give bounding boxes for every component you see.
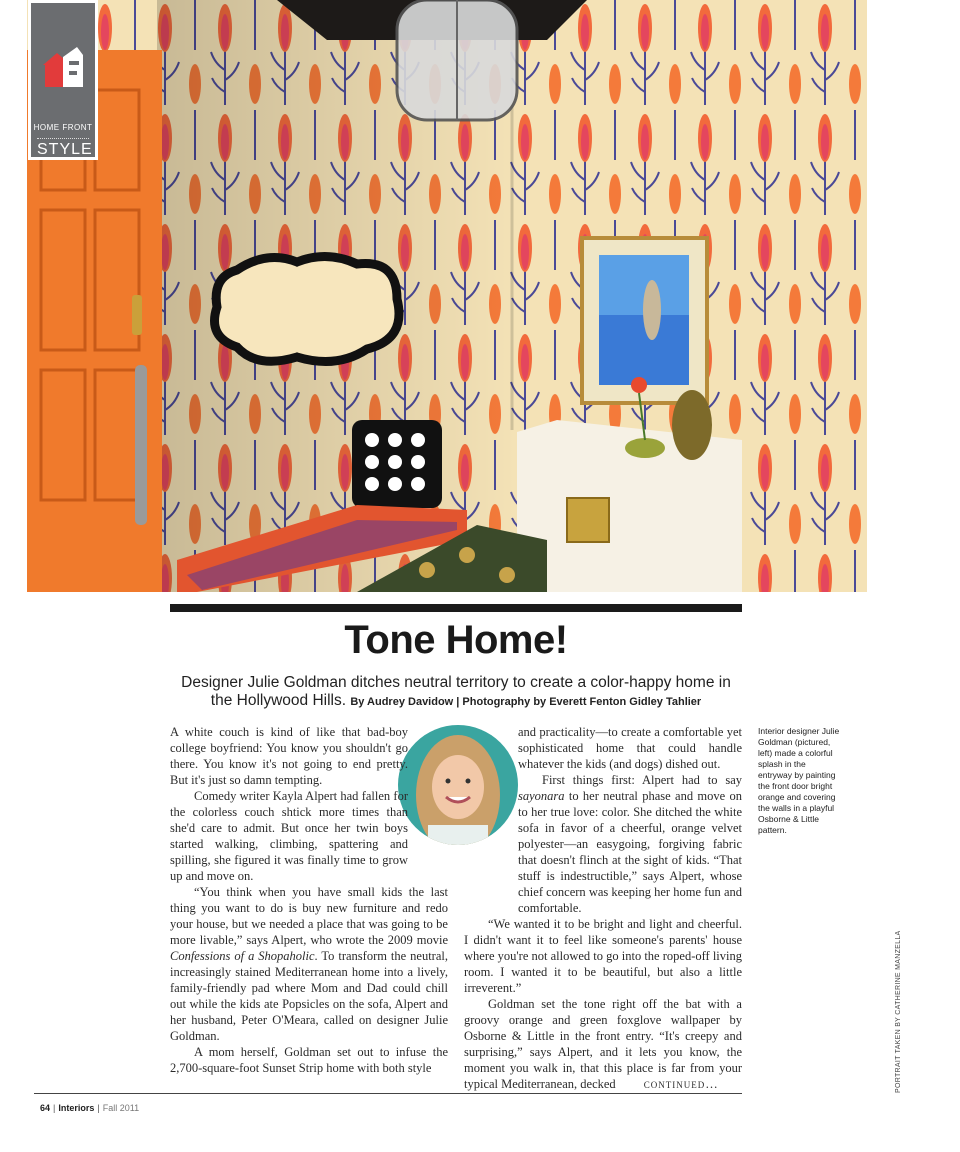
entryway-illustration	[27, 0, 867, 592]
badge-label-small: HOME FRONT	[33, 123, 93, 132]
photo-credit: PORTRAIT TAKEN BY CATHERINE MANZELLA	[895, 930, 902, 1093]
hero-photo	[27, 0, 867, 592]
byline: By Audrey Davidow | Photography by Everett Fenton Gidley Tahlier	[350, 696, 702, 708]
continued-label: continued…	[643, 1077, 719, 1091]
article-column-2	[464, 724, 742, 1092]
section-badge	[28, 0, 98, 160]
paragraph: and practicality—to create a comfortable yet sophisticated home that could handle whatever the kids (and dogs) dished out.	[518, 725, 742, 771]
dek-text: Designer Julie Goldman ditches neutral territory to create a color-happy home in the Hollywood Hills.	[181, 674, 731, 709]
badge-label-big: STYLE	[37, 138, 89, 159]
page-footer: 64 | Interiors | Fall 2011	[40, 1103, 140, 1113]
footer-rule	[34, 1093, 742, 1094]
paragraph: Comedy writer Kayla Alpert had fallen for the colorless couch shtick more times than she'd care to admit. But once her twin boys started walking, climbing, spattering and spilling, she figured it was finally time to grow up and move on.	[170, 789, 408, 883]
paragraph: First things first: Alpert had to say sayonara to her neutral phase and move on to her true love: color. She ditched the white sofa in favor of a cheerful, orange velvet polyester—an easygoing, forgiving fabric that doesn't flinch at the sight of kids. “That stuff is indestructible,” says Alpert, whose chief concern was keeping her home fun and comfortable.	[518, 773, 742, 915]
photo-caption: Interior designer Julie Goldman (pictured, left) made a colorful splash in the entryway by painting the front door bright orange and covering the walls in a playful Osborne & Little pattern.	[758, 726, 840, 835]
page-number: 64	[40, 1103, 51, 1113]
paragraph: “We wanted it to be bright and light and cheerful. I didn't want it to feel like someone's parents' house where you're not allowed to go into the roped-off living room. I wanted it to be beautiful, but also a little irreverent.”	[464, 917, 742, 995]
paragraph: A mom herself, Goldman set out to infuse the 2,700-square-foot Sunset Strip home with both style	[170, 1045, 448, 1075]
dek	[170, 674, 742, 711]
issue-date: Fall 2011	[102, 1103, 140, 1113]
headline-rule	[170, 604, 742, 612]
article-column-1	[170, 724, 448, 1076]
house-logo-icon	[43, 47, 83, 91]
paragraph: “You think when you have small kids the last thing you want to do is buy new furniture and redo your house, but we needed a place that was going to be more livable,” says Alpert, who wrote the 2009 movie Confessions of a Shopaholic. To transform the neutral, increasingly stained Mediterranean home into a lively, family-friendly pad where Mom and Dad could chill out while the kids ate Popsicles on the sofa, Alpert and her husband, Peter O'Meara, called on designer Julie Goldman.	[170, 885, 448, 1043]
headline: Tone Home!	[344, 618, 568, 662]
magazine-name: Interiors	[58, 1103, 95, 1113]
paragraph: Goldman set the tone right off the bat with a groovy orange and green foxglove wallpaper by Osborne & Little in the front entry. “It's creepy and surprising,” says Alpert, and it lets you know, the moment you walk in, that this place is far from your typical Mediterranean, decked continued…	[464, 997, 742, 1091]
paragraph: A white couch is kind of like that bad-boy college boyfriend: You know you shouldn't go there. You know it's not going to end pretty. But it's just so damn tempting.	[170, 725, 408, 787]
